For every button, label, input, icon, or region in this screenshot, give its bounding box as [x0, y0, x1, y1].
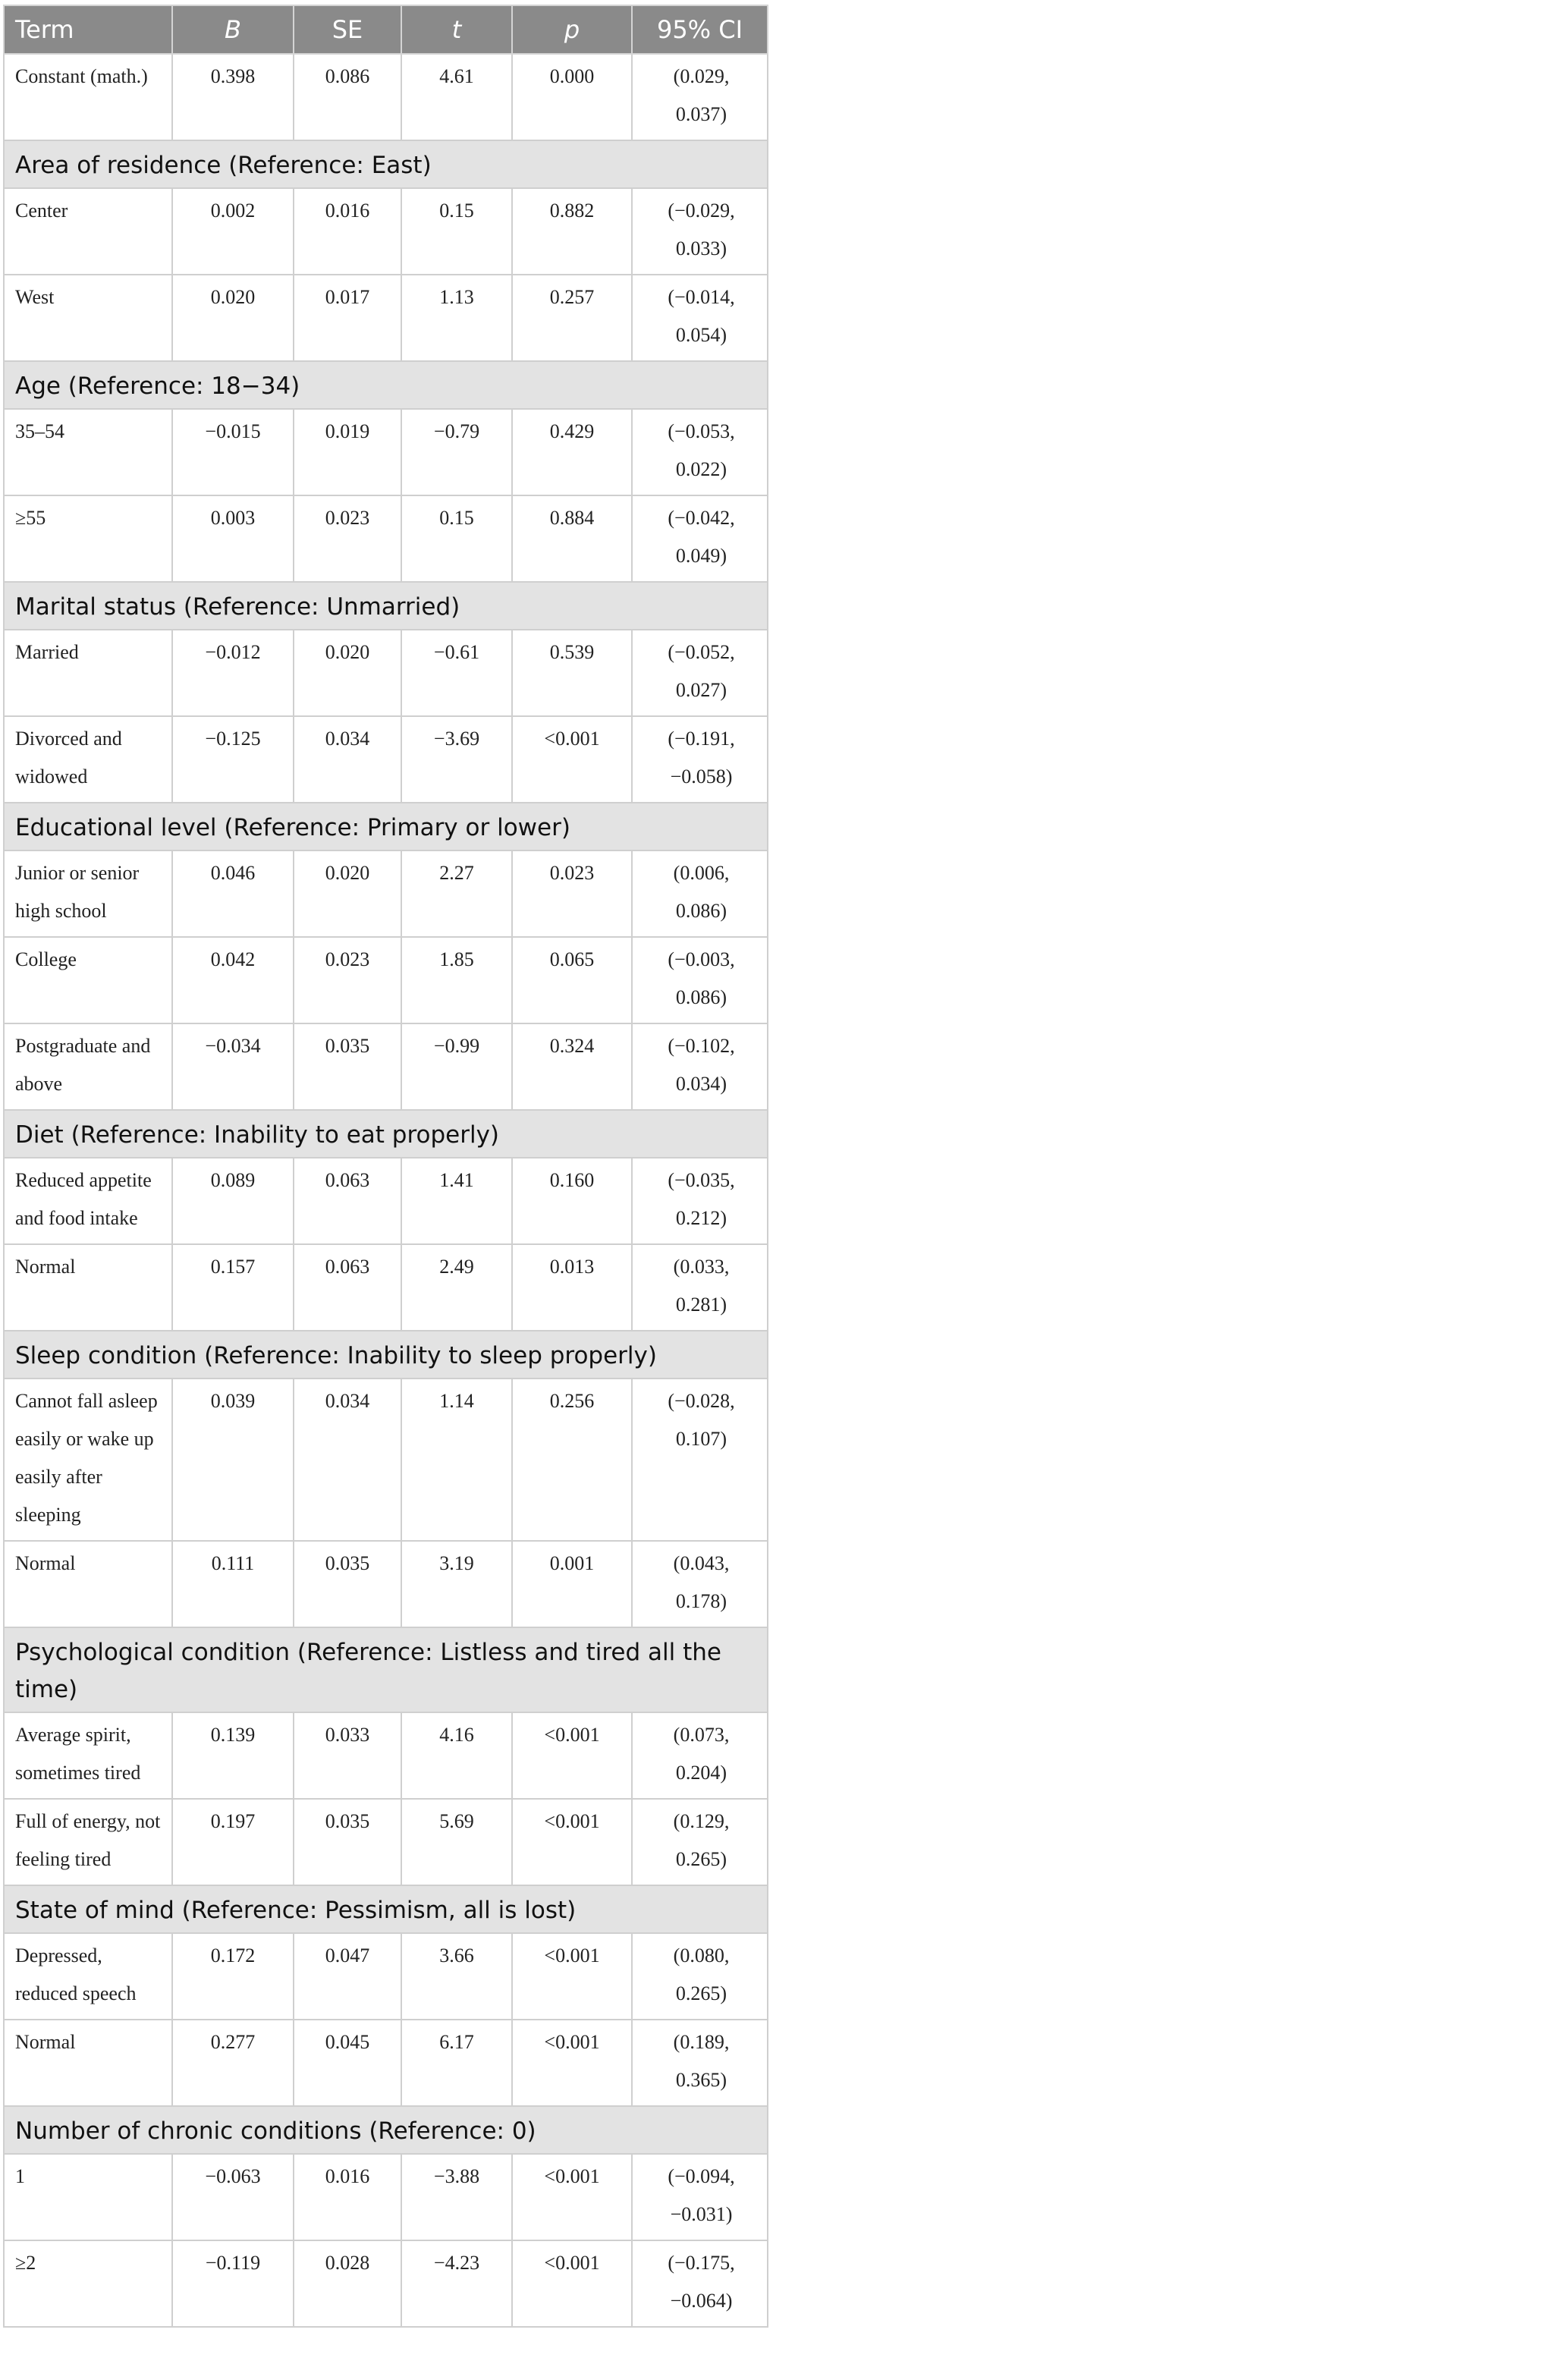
- ci-cell: (−0.191, −0.058): [632, 716, 768, 803]
- ci-cell: (0.080, 0.265): [632, 1933, 768, 2020]
- ci-cell: (−0.014, 0.054): [632, 275, 768, 361]
- t-cell: 1.13: [401, 275, 512, 361]
- se-cell: 0.045: [294, 2020, 401, 2106]
- b-cell: 0.039: [172, 1379, 294, 1541]
- se-cell: 0.063: [294, 1244, 401, 1331]
- ci-cell: (0.073, 0.204): [632, 1712, 768, 1799]
- se-cell: 0.035: [294, 1023, 401, 1110]
- se-cell: 0.016: [294, 2154, 401, 2240]
- b-cell: 0.398: [172, 54, 294, 140]
- p-cell: <0.001: [512, 2240, 632, 2327]
- term-cell: Junior or senior high school: [4, 850, 172, 937]
- term-cell: Divorced and widowed: [4, 716, 172, 803]
- header-t: t: [401, 5, 512, 54]
- group-label: Number of chronic conditions (Reference: 0): [4, 2106, 768, 2154]
- table-row: [4, 716, 768, 803]
- t-cell: 4.61: [401, 54, 512, 140]
- table-row: [4, 1023, 768, 1110]
- group-header-row: [4, 1627, 768, 1712]
- group-header-row: [4, 803, 768, 850]
- header-term: Term: [4, 5, 172, 54]
- b-cell: 0.139: [172, 1712, 294, 1799]
- p-cell: 0.539: [512, 630, 632, 716]
- term-cell: College: [4, 937, 172, 1023]
- b-cell: −0.015: [172, 409, 294, 495]
- table-row: [4, 1712, 768, 1799]
- se-cell: 0.035: [294, 1541, 401, 1627]
- b-cell: 0.042: [172, 937, 294, 1023]
- table-row: [4, 1158, 768, 1244]
- t-cell: 3.66: [401, 1933, 512, 2020]
- se-cell: 0.063: [294, 1158, 401, 1244]
- p-cell: <0.001: [512, 2154, 632, 2240]
- t-cell: −3.88: [401, 2154, 512, 2240]
- term-cell: Center: [4, 188, 172, 275]
- se-cell: 0.086: [294, 54, 401, 140]
- p-cell: 0.257: [512, 275, 632, 361]
- group-header-row: [4, 1885, 768, 1933]
- group-label: Sleep condition (Reference: Inability to sleep properly): [4, 1331, 768, 1379]
- se-cell: 0.023: [294, 495, 401, 582]
- header-row: [4, 5, 768, 54]
- ci-cell: (−0.175, −0.064): [632, 2240, 768, 2327]
- se-cell: 0.047: [294, 1933, 401, 2020]
- b-cell: 0.003: [172, 495, 294, 582]
- p-cell: 0.000: [512, 54, 632, 140]
- p-cell: 0.256: [512, 1379, 632, 1541]
- se-cell: 0.023: [294, 937, 401, 1023]
- p-cell: 0.023: [512, 850, 632, 937]
- p-cell: 0.429: [512, 409, 632, 495]
- group-label: Area of residence (Reference: East): [4, 140, 768, 188]
- t-cell: 1.85: [401, 937, 512, 1023]
- se-cell: 0.034: [294, 1379, 401, 1541]
- regression-table-container: [3, 5, 767, 2328]
- b-cell: −0.119: [172, 2240, 294, 2327]
- p-cell: <0.001: [512, 2020, 632, 2106]
- ci-cell: (0.006, 0.086): [632, 850, 768, 937]
- table-body: [4, 54, 768, 2327]
- term-cell: ≥55: [4, 495, 172, 582]
- term-cell: ≥2: [4, 2240, 172, 2327]
- p-cell: 0.324: [512, 1023, 632, 1110]
- b-cell: −0.034: [172, 1023, 294, 1110]
- group-label: Psychological condition (Reference: Listless and tired all the time): [4, 1627, 768, 1712]
- t-cell: 4.16: [401, 1712, 512, 1799]
- table-row: [4, 1379, 768, 1541]
- ci-cell: (−0.094, −0.031): [632, 2154, 768, 2240]
- b-cell: 0.111: [172, 1541, 294, 1627]
- table-row: [4, 2154, 768, 2240]
- term-cell: Cannot fall asleep easily or wake up easily after sleeping: [4, 1379, 172, 1541]
- ci-cell: (0.043, 0.178): [632, 1541, 768, 1627]
- term-cell: Normal: [4, 2020, 172, 2106]
- header-ci: 95% CI: [632, 5, 768, 54]
- group-header-row: [4, 1331, 768, 1379]
- table-row: [4, 409, 768, 495]
- term-cell: Depressed, reduced speech: [4, 1933, 172, 2020]
- se-cell: 0.020: [294, 850, 401, 937]
- t-cell: 0.15: [401, 495, 512, 582]
- t-cell: 3.19: [401, 1541, 512, 1627]
- b-cell: 0.157: [172, 1244, 294, 1331]
- table-row: [4, 275, 768, 361]
- table-row: [4, 1799, 768, 1885]
- table-row: [4, 850, 768, 937]
- group-header-row: [4, 361, 768, 409]
- b-cell: −0.125: [172, 716, 294, 803]
- ci-cell: (−0.102, 0.034): [632, 1023, 768, 1110]
- table-row: [4, 2020, 768, 2106]
- ci-cell: (0.033, 0.281): [632, 1244, 768, 1331]
- table-row: [4, 188, 768, 275]
- b-cell: 0.020: [172, 275, 294, 361]
- b-cell: 0.089: [172, 1158, 294, 1244]
- se-cell: 0.028: [294, 2240, 401, 2327]
- table-row: [4, 54, 768, 140]
- ci-cell: (−0.035, 0.212): [632, 1158, 768, 1244]
- p-cell: 0.884: [512, 495, 632, 582]
- header-p: p: [512, 5, 632, 54]
- group-label: Diet (Reference: Inability to eat properly): [4, 1110, 768, 1158]
- b-cell: 0.197: [172, 1799, 294, 1885]
- b-cell: 0.002: [172, 188, 294, 275]
- t-cell: 1.41: [401, 1158, 512, 1244]
- b-cell: 0.172: [172, 1933, 294, 2020]
- ci-cell: (−0.028, 0.107): [632, 1379, 768, 1541]
- p-cell: 0.882: [512, 188, 632, 275]
- se-cell: 0.033: [294, 1712, 401, 1799]
- table-row: [4, 495, 768, 582]
- term-cell: Reduced appetite and food intake: [4, 1158, 172, 1244]
- group-header-row: [4, 1110, 768, 1158]
- group-header-row: [4, 582, 768, 630]
- t-cell: −0.99: [401, 1023, 512, 1110]
- t-cell: 6.17: [401, 2020, 512, 2106]
- se-cell: 0.016: [294, 188, 401, 275]
- se-cell: 0.017: [294, 275, 401, 361]
- b-cell: −0.063: [172, 2154, 294, 2240]
- table-row: [4, 630, 768, 716]
- table-row: [4, 1244, 768, 1331]
- p-cell: 0.065: [512, 937, 632, 1023]
- group-header-row: [4, 140, 768, 188]
- term-cell: Full of energy, not feeling tired: [4, 1799, 172, 1885]
- se-cell: 0.020: [294, 630, 401, 716]
- term-cell: Married: [4, 630, 172, 716]
- ci-cell: (−0.042, 0.049): [632, 495, 768, 582]
- b-cell: −0.012: [172, 630, 294, 716]
- p-cell: <0.001: [512, 716, 632, 803]
- se-cell: 0.035: [294, 1799, 401, 1885]
- t-cell: −3.69: [401, 716, 512, 803]
- term-cell: West: [4, 275, 172, 361]
- ci-cell: (0.189, 0.365): [632, 2020, 768, 2106]
- table-row: [4, 937, 768, 1023]
- b-cell: 0.277: [172, 2020, 294, 2106]
- ci-cell: (−0.053, 0.022): [632, 409, 768, 495]
- table-row: [4, 1541, 768, 1627]
- group-label: Marital status (Reference: Unmarried): [4, 582, 768, 630]
- group-label: Age (Reference: 18−34): [4, 361, 768, 409]
- p-cell: <0.001: [512, 1799, 632, 1885]
- ci-cell: (−0.052, 0.027): [632, 630, 768, 716]
- t-cell: −0.79: [401, 409, 512, 495]
- p-cell: <0.001: [512, 1933, 632, 2020]
- term-cell: Average spirit, sometimes tired: [4, 1712, 172, 1799]
- header-b: B: [172, 5, 294, 54]
- header-se: SE: [294, 5, 401, 54]
- term-cell: 35–54: [4, 409, 172, 495]
- t-cell: −0.61: [401, 630, 512, 716]
- ci-cell: (−0.029, 0.033): [632, 188, 768, 275]
- t-cell: 2.49: [401, 1244, 512, 1331]
- term-cell: Normal: [4, 1244, 172, 1331]
- table-row: [4, 1933, 768, 2020]
- term-cell: Postgraduate and above: [4, 1023, 172, 1110]
- p-cell: 0.160: [512, 1158, 632, 1244]
- term-cell: Constant (math.): [4, 54, 172, 140]
- ci-cell: (−0.003, 0.086): [632, 937, 768, 1023]
- t-cell: −4.23: [401, 2240, 512, 2327]
- p-cell: 0.013: [512, 1244, 632, 1331]
- group-label: State of mind (Reference: Pessimism, all is lost): [4, 1885, 768, 1933]
- table-row: [4, 2240, 768, 2327]
- ci-cell: (0.129, 0.265): [632, 1799, 768, 1885]
- group-label: Educational level (Reference: Primary or lower): [4, 803, 768, 850]
- p-cell: 0.001: [512, 1541, 632, 1627]
- term-cell: Normal: [4, 1541, 172, 1627]
- t-cell: 5.69: [401, 1799, 512, 1885]
- se-cell: 0.019: [294, 409, 401, 495]
- term-cell: 1: [4, 2154, 172, 2240]
- t-cell: 2.27: [401, 850, 512, 937]
- t-cell: 1.14: [401, 1379, 512, 1541]
- se-cell: 0.034: [294, 716, 401, 803]
- b-cell: 0.046: [172, 850, 294, 937]
- t-cell: 0.15: [401, 188, 512, 275]
- regression-table: [3, 5, 768, 2328]
- group-header-row: [4, 2106, 768, 2154]
- p-cell: <0.001: [512, 1712, 632, 1799]
- ci-cell: (0.029, 0.037): [632, 54, 768, 140]
